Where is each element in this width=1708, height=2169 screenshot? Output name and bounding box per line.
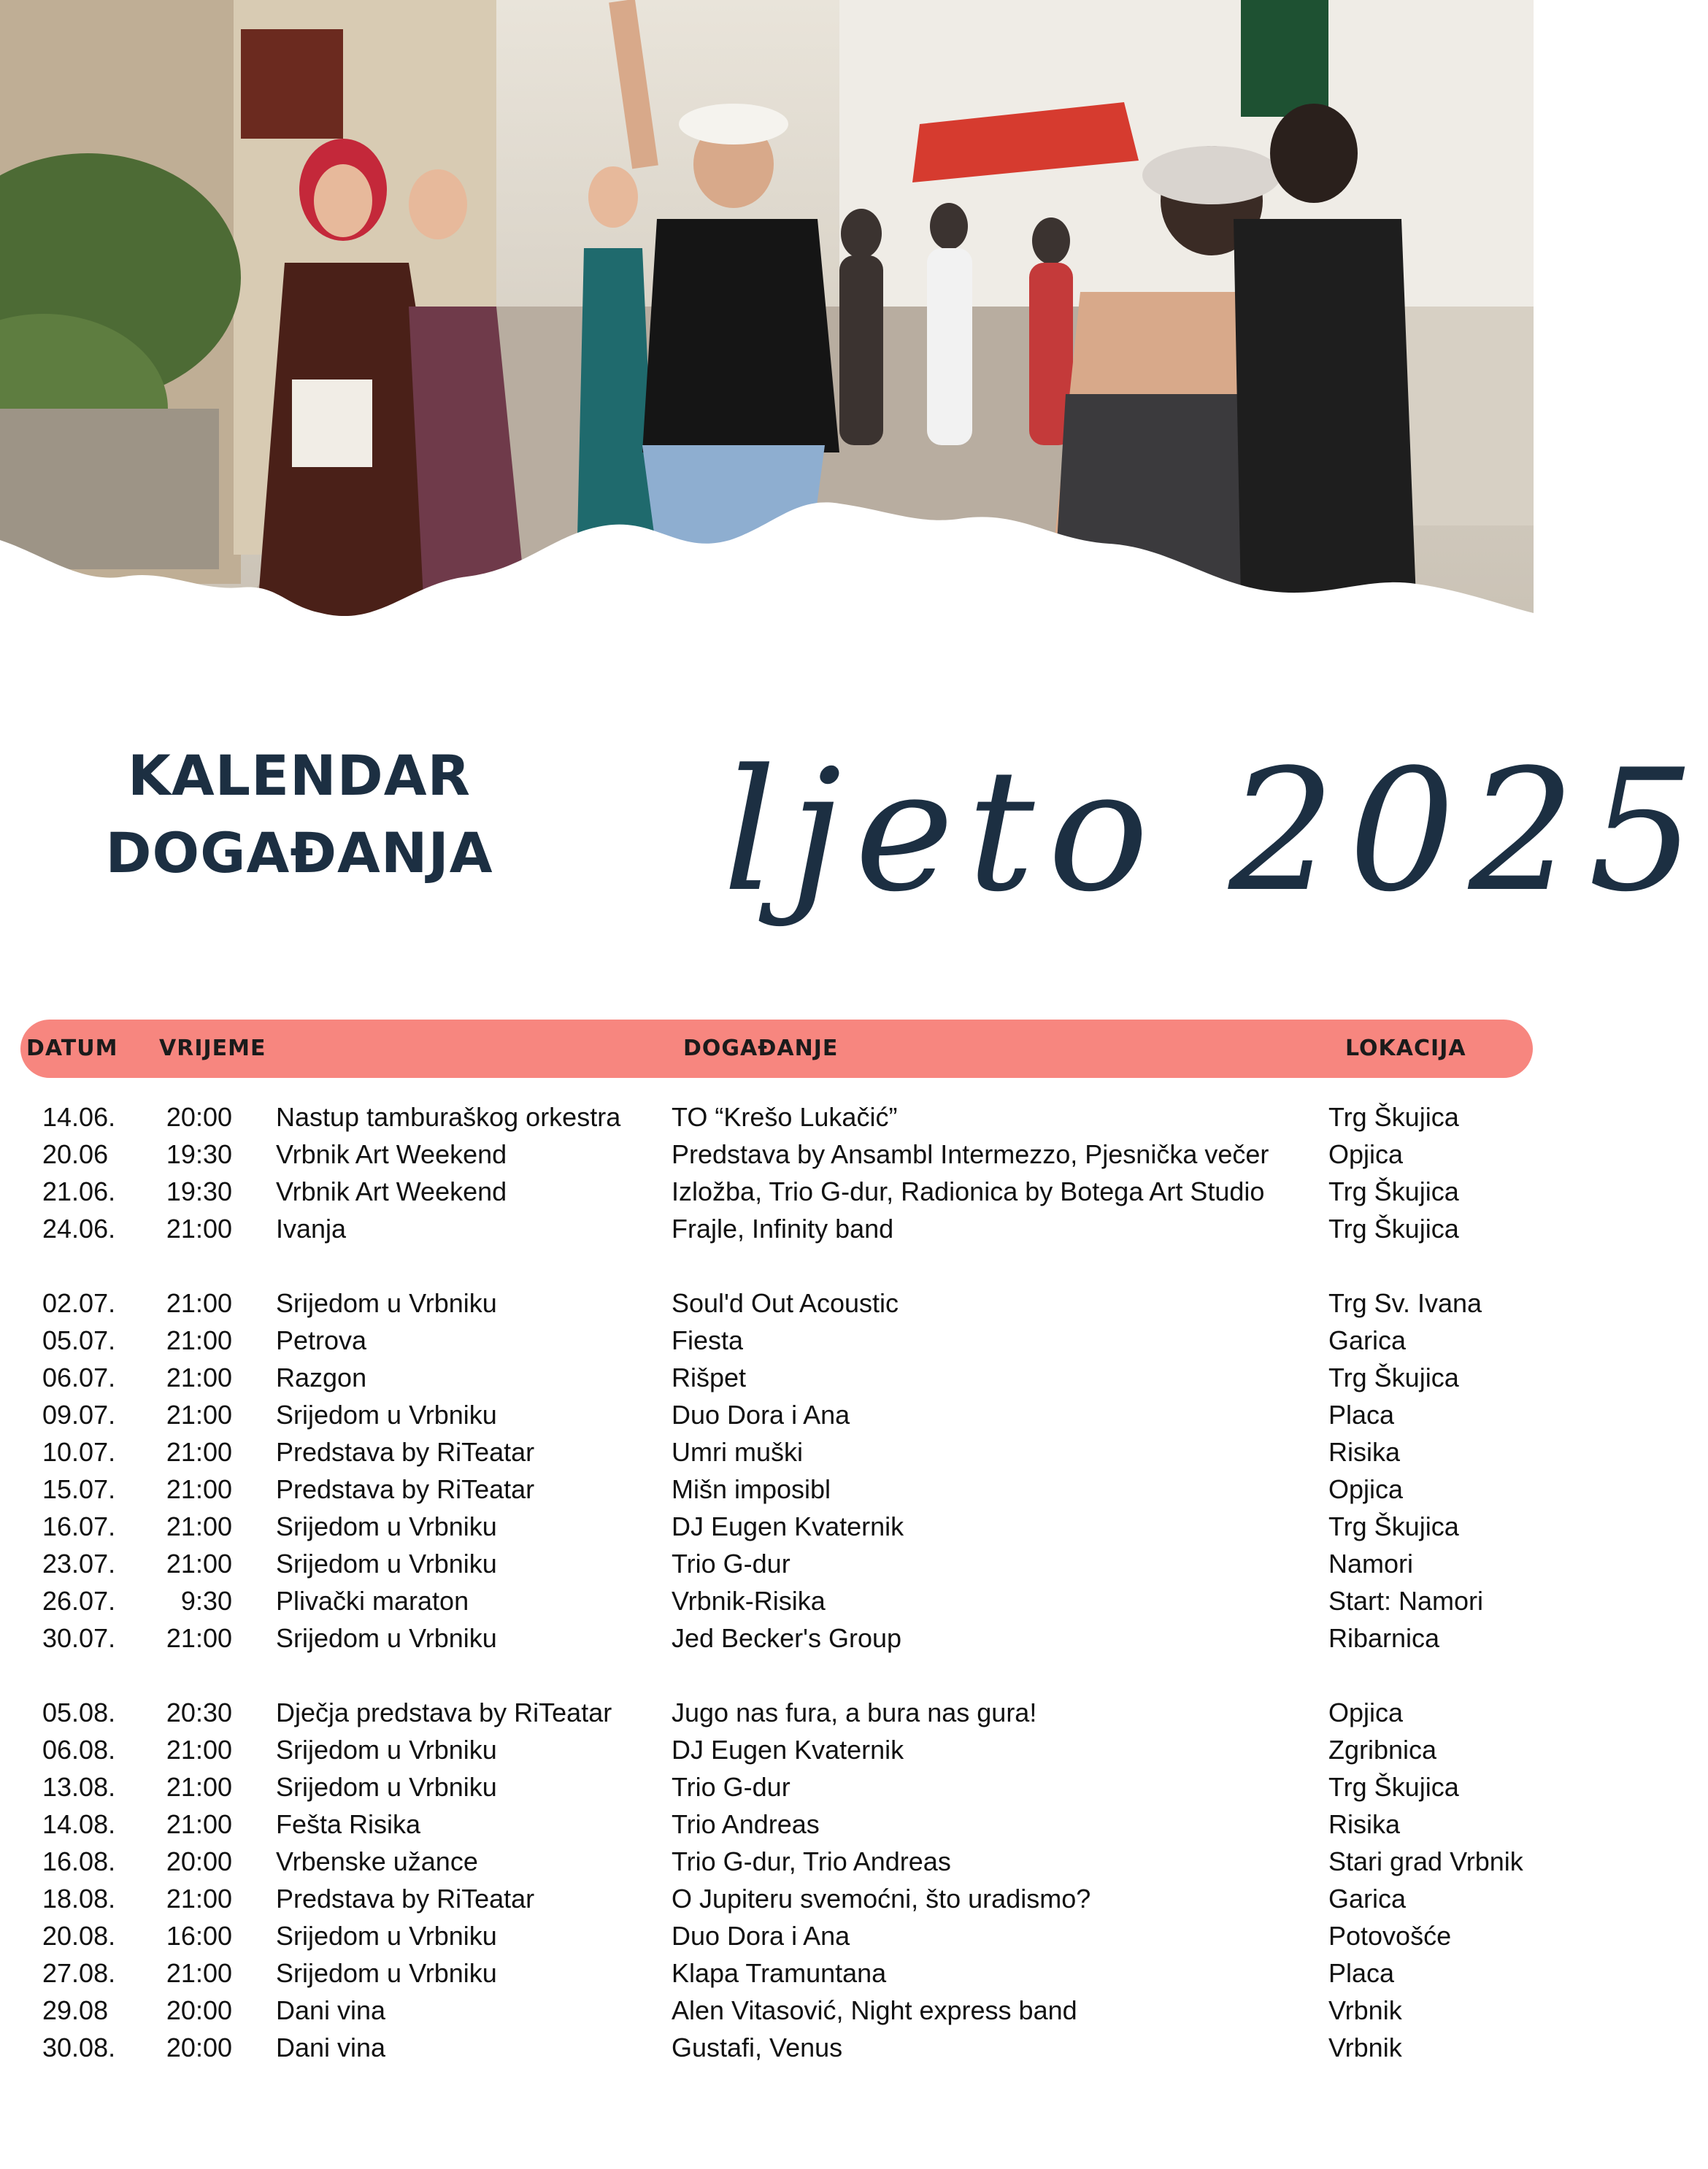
table-row: [0, 2029, 1534, 2066]
row-location: Garica: [1328, 1884, 1407, 1914]
table-row: [0, 1954, 1534, 1992]
table-row: [0, 1284, 1534, 1322]
row-event: Srijedom u Vrbniku: [276, 1400, 497, 1430]
row-event: Vrbnik Art Weekend: [276, 1139, 507, 1169]
row-description: DJ Eugen Kvaternik: [672, 1735, 904, 1765]
row-location: Namori: [1328, 1549, 1414, 1579]
row-description: Trio G-dur: [672, 1549, 790, 1579]
row-time: 21:00: [166, 1735, 232, 1765]
table-row: [0, 1545, 1534, 1582]
row-description: TO “Krešo Lukačić”: [672, 1102, 898, 1132]
row-time: 21:00: [166, 1772, 232, 1802]
table-row: [0, 1917, 1534, 1954]
row-description: Umri muški: [672, 1437, 803, 1467]
row-description: Vrbnik-Risika: [672, 1586, 826, 1616]
row-time: 9:30: [180, 1586, 232, 1616]
row-date: 29.08: [42, 1995, 109, 2025]
row-date: 16.08.: [42, 1846, 116, 1876]
row-location: Zgribnica: [1328, 1735, 1437, 1765]
row-description: Gustafi, Venus: [672, 2033, 843, 2062]
row-time: 21:00: [166, 1549, 232, 1579]
row-location: Trg Škujica: [1328, 1102, 1459, 1132]
row-event: Vrbenske užance: [276, 1846, 478, 1876]
row-date: 09.07.: [42, 1400, 116, 1430]
row-date: 23.07.: [42, 1549, 116, 1579]
calendar-title: [66, 737, 533, 892]
row-date: 05.07.: [42, 1325, 116, 1355]
row-event: Nastup tamburaškog orkestra: [276, 1102, 621, 1132]
row-event: Dječja predstava by RiTeatar: [276, 1698, 612, 1727]
row-time: 21:00: [166, 1325, 232, 1355]
row-time: 20:00: [166, 1995, 232, 2025]
row-event: Dani vina: [276, 1995, 386, 2025]
row-location: Risika: [1328, 1809, 1401, 1839]
table-row: [0, 1471, 1534, 1508]
table-row: [0, 1992, 1534, 2029]
row-event: Srijedom u Vrbniku: [276, 1958, 497, 1988]
row-date: 21.06.: [42, 1176, 116, 1206]
row-event: Srijedom u Vrbniku: [276, 1772, 497, 1802]
row-description: Duo Dora i Ana: [672, 1921, 850, 1951]
header-photo: [0, 0, 1534, 642]
row-date: 14.08.: [42, 1809, 116, 1839]
table-row: [0, 1359, 1534, 1396]
row-location: Placa: [1328, 1958, 1395, 1988]
row-location: Trg Škujica: [1328, 1176, 1459, 1206]
row-location: Garica: [1328, 1325, 1407, 1355]
row-time: 21:00: [166, 1958, 232, 1988]
row-event: Fešta Risika: [276, 1809, 421, 1839]
row-date: 06.07.: [42, 1363, 116, 1392]
row-time: 19:30: [166, 1139, 232, 1169]
row-description: Fiesta: [672, 1325, 744, 1355]
row-time: 21:00: [166, 1623, 232, 1653]
row-description: Rišpet: [672, 1363, 747, 1392]
table-row: [0, 1619, 1534, 1657]
row-description: Soul'd Out Acoustic: [672, 1288, 899, 1318]
row-description: Predstava by Ansambl Intermezzo, Pjesnička večer: [672, 1139, 1269, 1169]
row-date: 24.06.: [42, 1214, 116, 1244]
row-location: Trg Škujica: [1328, 1772, 1459, 1802]
row-description: Trio G-dur: [672, 1772, 790, 1802]
row-date: 18.08.: [42, 1884, 116, 1914]
col-header-event: DOGAĐANJE: [683, 1036, 839, 1061]
season-script-title: [723, 693, 1708, 985]
row-time: 16:00: [166, 1921, 232, 1951]
row-event: Srijedom u Vrbniku: [276, 1921, 497, 1951]
row-description: Duo Dora i Ana: [672, 1400, 850, 1430]
row-location: Placa: [1328, 1400, 1395, 1430]
row-time: 20:00: [166, 1846, 232, 1876]
col-header-location: LOKACIJA: [1345, 1036, 1466, 1061]
row-event: Srijedom u Vrbniku: [276, 1549, 497, 1579]
row-description: Trio Andreas: [672, 1809, 820, 1839]
row-time: 20:00: [166, 2033, 232, 2062]
row-time: 20:00: [166, 1102, 232, 1132]
table-row: [0, 1136, 1534, 1173]
table-row: [0, 1694, 1534, 1731]
table-row: [0, 1098, 1534, 1136]
row-time: 21:00: [166, 1288, 232, 1318]
row-time: 21:00: [166, 1884, 232, 1914]
row-description: Alen Vitasović, Night express band: [672, 1995, 1077, 2025]
col-header-date: DATUM: [26, 1036, 118, 1061]
row-description: Mišn imposibl: [672, 1474, 831, 1504]
row-event: Srijedom u Vrbniku: [276, 1735, 497, 1765]
col-header-time: VRIJEME: [159, 1036, 266, 1061]
table-row: [0, 1508, 1534, 1545]
row-description: Klapa Tramuntana: [672, 1958, 887, 1988]
row-event: Dani vina: [276, 2033, 386, 2062]
row-time: 21:00: [166, 1363, 232, 1392]
row-location: Opjica: [1328, 1698, 1404, 1727]
row-description: DJ Eugen Kvaternik: [672, 1511, 904, 1541]
row-date: 05.08.: [42, 1698, 116, 1727]
row-description: Jed Becker's Group: [672, 1623, 902, 1653]
row-description: Frajle, Infinity band: [672, 1214, 894, 1244]
row-location: Ribarnica: [1328, 1623, 1440, 1653]
row-event: Ivanja: [276, 1214, 347, 1244]
row-location: Vrbnik: [1328, 1995, 1402, 2025]
row-date: 15.07.: [42, 1474, 116, 1504]
row-date: 13.08.: [42, 1772, 116, 1802]
row-time: 21:00: [166, 1809, 232, 1839]
table-row: [0, 1768, 1534, 1806]
table-header: [20, 1020, 1533, 1078]
row-event: Srijedom u Vrbniku: [276, 1511, 497, 1541]
row-location: Trg Sv. Ivana: [1328, 1288, 1482, 1318]
row-location: Opjica: [1328, 1139, 1404, 1169]
row-date: 20.08.: [42, 1921, 116, 1951]
row-event: Petrova: [276, 1325, 367, 1355]
row-time: 19:30: [166, 1176, 232, 1206]
table-row: [0, 1843, 1534, 1880]
row-date: 14.06.: [42, 1102, 116, 1132]
events-table: [0, 1098, 1534, 2066]
row-location: Vrbnik: [1328, 2033, 1402, 2062]
row-location: Trg Škujica: [1328, 1214, 1459, 1244]
row-location: Potovošće: [1328, 1921, 1452, 1951]
row-description: O Jupiteru svemoćni, što uradismo?: [672, 1884, 1091, 1914]
table-row: [0, 1433, 1534, 1471]
row-description: Trio G-dur, Trio Andreas: [672, 1846, 951, 1876]
row-date: 30.07.: [42, 1623, 116, 1653]
row-date: 20.06: [42, 1139, 109, 1169]
row-event: Predstava by RiTeatar: [276, 1884, 535, 1914]
table-row: [0, 1880, 1534, 1917]
season-script-text: ljeto 2025: [723, 734, 1708, 929]
row-description: Jugo nas fura, a bura nas gura!: [672, 1698, 1037, 1727]
row-time: 21:00: [166, 1437, 232, 1467]
row-date: 06.08.: [42, 1735, 116, 1765]
row-location: Stari grad Vrbnik: [1328, 1846, 1523, 1876]
row-time: 20:30: [166, 1698, 232, 1727]
row-event: Srijedom u Vrbniku: [276, 1288, 497, 1318]
row-location: Risika: [1328, 1437, 1401, 1467]
row-event: Predstava by RiTeatar: [276, 1474, 535, 1504]
row-location: Trg Škujica: [1328, 1363, 1459, 1392]
row-date: 10.07.: [42, 1437, 116, 1467]
table-row: [0, 1582, 1534, 1619]
table-row: [0, 1731, 1534, 1768]
row-event: Plivački maraton: [276, 1586, 469, 1616]
row-date: 26.07.: [42, 1586, 116, 1616]
row-location: Opjica: [1328, 1474, 1404, 1504]
table-row: [0, 1396, 1534, 1433]
title-line-1: KALENDAR: [127, 743, 472, 808]
row-time: 21:00: [166, 1400, 232, 1430]
row-time: 21:00: [166, 1474, 232, 1504]
row-date: 27.08.: [42, 1958, 116, 1988]
row-location: Trg Škujica: [1328, 1511, 1459, 1541]
row-date: 16.07.: [42, 1511, 116, 1541]
row-time: 21:00: [166, 1214, 232, 1244]
row-event: Vrbnik Art Weekend: [276, 1176, 507, 1206]
table-row: [0, 1173, 1534, 1210]
table-row: [0, 1322, 1534, 1359]
title-line-2: DOGAĐANJA: [105, 820, 493, 885]
table-row: [0, 1806, 1534, 1843]
row-description: Izložba, Trio G-dur, Radionica by Botega Art Studio: [672, 1176, 1265, 1206]
row-event: Razgon: [276, 1363, 367, 1392]
row-date: 30.08.: [42, 2033, 116, 2062]
row-event: Predstava by RiTeatar: [276, 1437, 535, 1467]
row-event: Srijedom u Vrbniku: [276, 1623, 497, 1653]
row-location: Start: Namori: [1328, 1586, 1484, 1616]
table-row: [0, 1210, 1534, 1247]
row-time: 21:00: [166, 1511, 232, 1541]
row-date: 02.07.: [42, 1288, 116, 1318]
